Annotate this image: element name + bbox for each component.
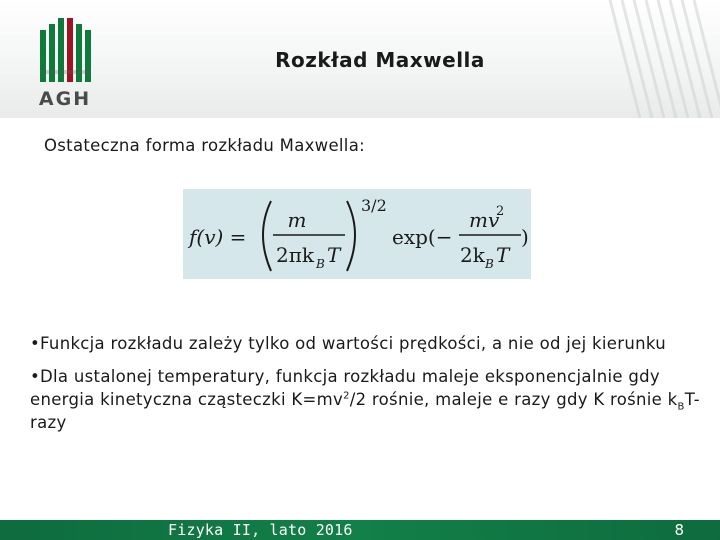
bullet-marker: • xyxy=(30,334,41,353)
right-paren xyxy=(347,201,355,271)
close-paren: ) xyxy=(521,225,529,249)
agh-logo xyxy=(30,10,100,110)
logo-text: AGH xyxy=(38,88,92,110)
frac1-sub-b: B xyxy=(316,257,325,271)
formula-exponent: 3/2 xyxy=(361,196,387,215)
exp-label: exp(− xyxy=(392,225,453,249)
frac1-t: T xyxy=(327,243,341,267)
frac2-t: T xyxy=(496,243,510,267)
bullet-sup: 2 xyxy=(343,390,350,402)
frac1-denominator: 2πk xyxy=(276,243,314,267)
left-paren xyxy=(263,201,271,271)
bullet-marker: • xyxy=(30,367,41,386)
frac2-numerator: mv xyxy=(469,208,500,232)
header-decoration xyxy=(590,0,720,118)
bullet-text-a: Dla ustalonej temperatury, funkcja rozkładu maleje eksponencjalnie gdy energia kinetyczna cząsteczki K=mv xyxy=(30,367,660,409)
formula-lhs: f(v) = xyxy=(189,225,247,249)
bullet-item-1 xyxy=(30,332,702,355)
bullet-text: Funkcja rozkładu zależy tylko od wartości prędkości, a nie od jej kierunku xyxy=(40,334,666,353)
intro-text: Ostateczna forma rozkładu Maxwella: xyxy=(44,136,365,155)
frac2-sup: 2 xyxy=(496,204,505,219)
frac1-numerator: m xyxy=(287,208,307,232)
bullet-list xyxy=(30,332,702,444)
frac2-denominator: 2k xyxy=(460,243,485,267)
bullet-text-b: /2 rośnie, maleje e razy gdy K rośnie k xyxy=(349,390,678,409)
maxwell-formula xyxy=(183,189,531,279)
slide-footer xyxy=(0,520,720,540)
frac2-sub-b: B xyxy=(485,257,494,271)
bullet-sub: B xyxy=(677,401,685,413)
footer-course: Fizyka II, lato 2016 xyxy=(168,521,353,539)
slide-title: Rozkład Maxwella xyxy=(275,48,485,72)
bullet-item-2 xyxy=(30,365,702,434)
bullet-text-c: T-razy xyxy=(30,390,700,432)
page-number: 8 xyxy=(674,521,684,539)
